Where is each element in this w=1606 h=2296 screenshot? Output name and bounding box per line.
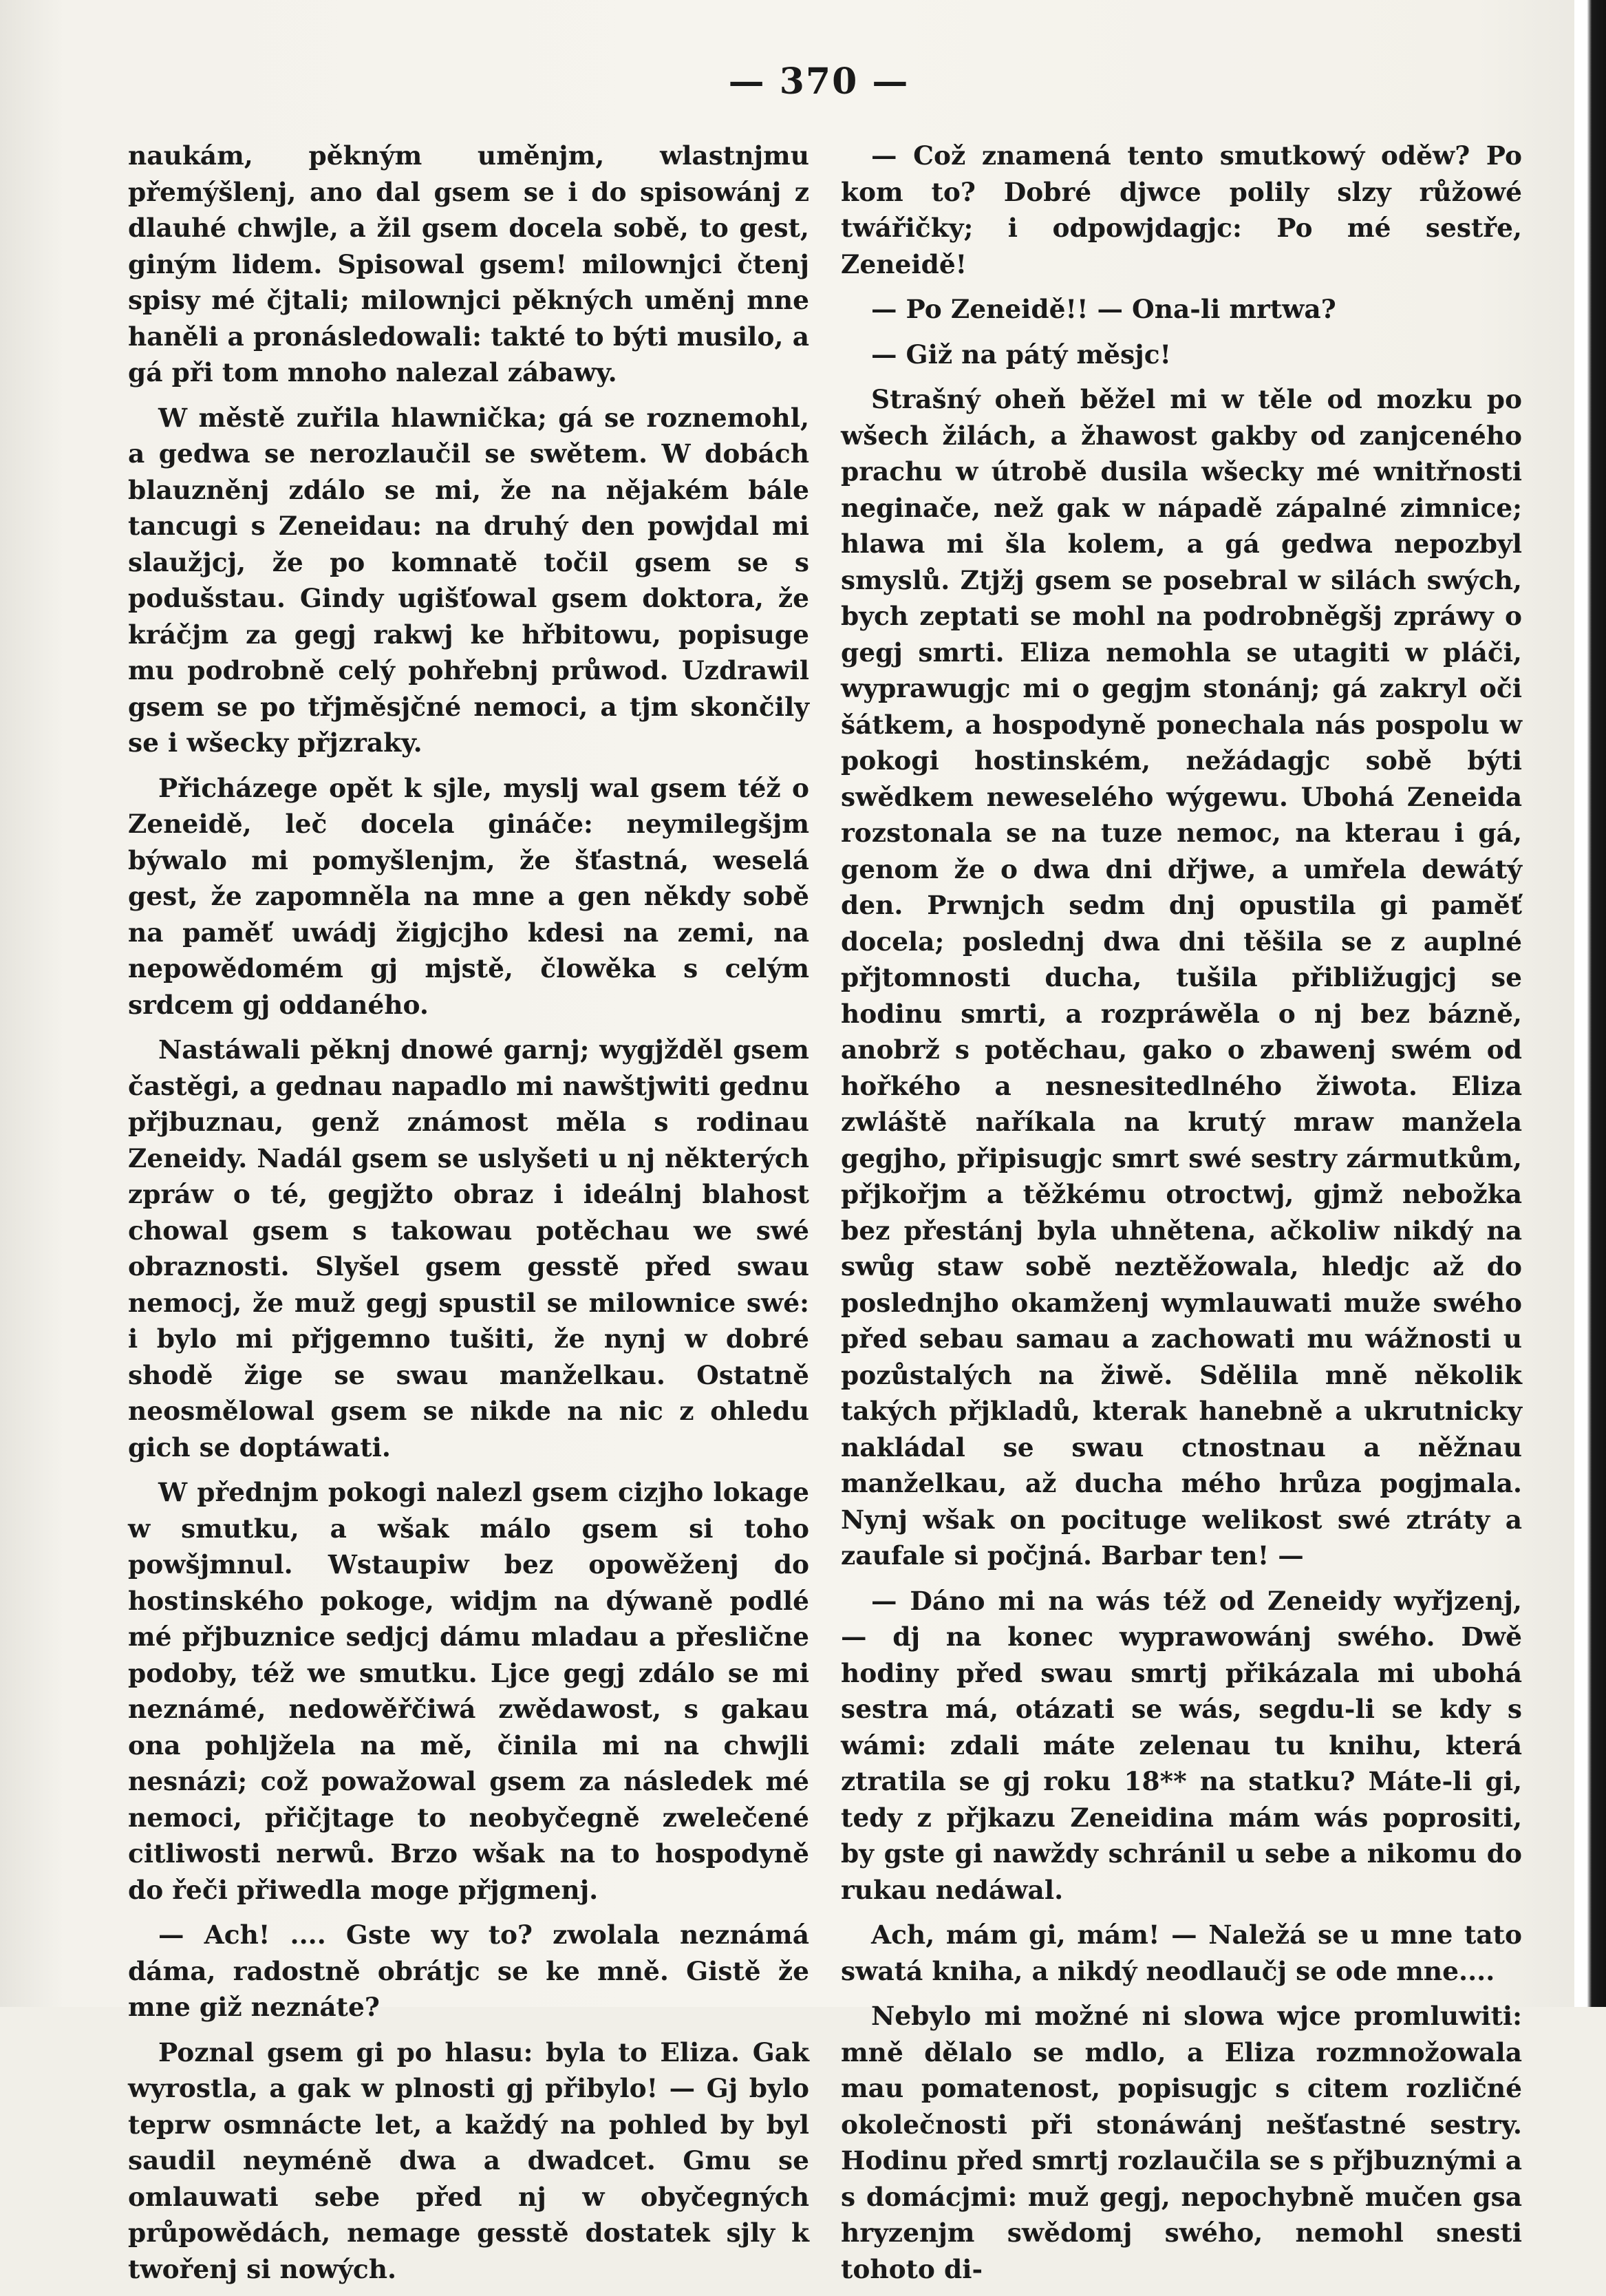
paragraph: naukám, pěkným uměnjm, wlastnjmu přemýšlenj, ano dal gsem se i do spisowánj z dlauhé chwjle, a žil gsem docela sobě, to gest, giným lidem. Spisowal gsem! milownjci čtenj spisy mé čjtali; milownjci pěkných uměnj mne haněli a pronásledowali: takté to býti musilo, a gá při tom mnoho nalezal zábawy.	[128, 140, 809, 387]
page-edge-shadow	[1574, 0, 1606, 2007]
left-column	[128, 138, 809, 2296]
paragraph: — Ach! .... Gste wy to? zwolala neznámá dáma, radostně obrátjc se ke mně. Gistě že mne giž neznáte?	[128, 1920, 809, 2022]
paragraph: Ach, mám gi, mám! — Naležá se u mne tato swatá kniha, a nikdý neodlaučj se ode mne....	[841, 1920, 1522, 1986]
paragraph: Přicházege opět k sjle, myslj wal gsem též o Zeneidě, leč docela gináče: neymilegšjm býwalo mi pomyšlenjm, že šťastná, weselá gest, že zapomněla na mne a gen někdy sobě na paměť uwádj žigjcjho kdesi na zemi, na nepowědomém gj mjstě, člowěka s celým srdcem gj oddaného.	[128, 772, 809, 1020]
paragraph: W městě zuřila hlawnička; gá se roznemohl, a gedwa se nerozlaučil se swětem. W dobách blauzněnj zdálo se mi, že na nějakém bále tancugi s Zeneidau: na druhý den powjdal mi slaužjcj, že po komnatě točil gsem se s podušstau. Gindy ugišťowal gsem doktora, že kráčjm za gegj rakwj ke hřbitowu, popisuge mu podrobně celý pohřebnj průwod. Uzdrawil gsem se po třjměsjčné nemoci, a tjm skončily se i wšecky přjzraky.	[128, 402, 809, 758]
paragraph: Nebylo mi možné ni slowa wjce promluwiti: mně dělalo se mdlo, a Eliza rozmnožowala mau pomatenost, popisugjc s citem rozličné okolečnosti při stonáwánj nešťastné sestry. Hodinu před smrtj rozlaučila se s přjbuznými a s domácjmi: muž gegj, nepochybně mučen gsa hryzenjm swědomj swého, nemohl snesti tohoto di-	[841, 2001, 1522, 2284]
paragraph: Strašný oheň běžel mi w těle od mozku po wšech žilách, a žhawost gakby od zanjceného prachu w útrobě dusila wšecky mé wnitřnosti neginače, než gak w nápadě zápalné zimnice; hlawa mi šla kolem, a gá gedwa nepozbyl smyslů. Ztjžj gsem se posebral w silách swých, bych zeptati se mohl na podrobněgšj zpráwy o gegj smrti. Eliza nemohla se utagiti w pláči, wyprawugjc mi o gegjm stonánj; gá zakryl oči šátkem, a hospodyně ponechala nás pospolu w pokogi hostinském, nežádagjc sobě býti swědkem neweselého wýgewu. Ubohá Zeneida rozstonala se na tuze nemoc, na kterau i gá, genom že o dwa dni dřjwe, a umřela dewátý den. Prwnjch sedm dnj opustila gi paměť docela; poslednj dwa dni těšila se z auplné přjtomnosti ducha, tušila přibližugjcj se hodinu smrti, a rozpráwěla o nj bez bázně, anobrž s potěchau, gako o zbawenj swém od hořkého a nesnesitedlného žiwota. Eliza zwláště naříkala na krutý mraw manžela gegjho, připisugjc smrt swé sestry zármutkům, přjkořjm a těžkému otroctwj, gjmž nebožka bez přestánj byla uhnětena, ačkoliw nikdý na swůg staw sobě neztěžowala, hledjc až do poslednjho okamženj wymlauwati muže swého před sebau samau a zachowati mu wážnosti u pozůstalých na žiwě. Sdělila mně několik takých přjkladů, kterak hanebně a ukrutnicky nakládal se swau ctnostnau a něžnau manželkau, až ducha mého hrůza pogjmala. Nynj wšak on pocituge welikost swé ztráty a zaufale si počjná. Barbar ten! —	[841, 384, 1522, 1571]
paragraph: — Po Zeneidě!! — Ona-li mrtwa?	[871, 294, 1336, 324]
paragraph: — Což znamená tento smutkowý oděw? Po kom to? Dobré djwce polily slzy růžowé twářičky; i odpowjdagjc: Po mé sestře, Zeneidě!	[841, 140, 1522, 279]
paragraph: Poznal gsem gi po hlasu: byla to Eliza. Gak wyrostla, a gak w plnosti gj přibylo! — Gj bylo teprw osmnácte let, a každý na pohled by byl saudil neyméně dwa a dwadcet. Gmu se omlauwati sebe před nj w obyčegných průpowědách, nemage gesstě dostatek sjly k twořenj si nowých.	[128, 2037, 809, 2284]
right-column	[841, 138, 1522, 2296]
page-number: — 370 —	[728, 61, 910, 103]
paragraph: Nastáwali pěknj dnowé garnj; wygjžděl gsem častěgi, a gednau napadlo mi nawštjwiti gednu přjbuznau, genž známost měla s rodinau Zeneidy. Nadál gsem se uslyšeti u nj některých zpráw o té, gegjžto obraz i ideálnj blahost chowal gsem s takowau potěchau we swé obraznosti. Slyšel gsem gesstě před swau nemocj, že muž gegj spustil se milownice swé: i bylo mi přjgemno tušiti, že nynj w dobré shodě žige se swau manželkau. Ostatně neosmělowal gsem se nikde na nic z ohledu gich se doptáwati.	[128, 1034, 809, 1463]
paragraph: W přednjm pokogi nalezl gsem cizjho lokage w smutku, a wšak málo gsem si toho powšjmnul. Wstaupiw bez opowěženj do hostinského pokoge, widjm na dýwaně podlé mé přjbuznice sedjcj dámu mladau a přeslične podoby, též we smutku. Ljce gegj zdálo se mi neznámé, nedowěřčiwá zwědawost, s gakau ona pohljžela na mě, činila mi na chwjli nesnázi; což powažowal gsem za následek mé nemoci, přičjtage to neobyčegně zwelečené citliwosti nerwů. Brzo wšak na to hospodyně do řeči přiwedla moge přjgmenj.	[128, 1477, 809, 1905]
paragraph: — Dáno mi na wás též od Zeneidy wyřjzenj, — dj na konec wyprawowánj swého. Dwě hodiny před swau smrtj přikázala mi ubohá sestra má, otázati se wás, segdu-li se kdy s wámi: zdali máte zelenau tu knihu, která ztratila se gj roku 18** na statku? Máte-li gi, tedy z přjkazu Zeneidina mám wás poprositi, by gste gi nawždy schránil u sebe a nikomu do rukau nedáwal.	[841, 1585, 1522, 1905]
paragraph: — Giž na pátý měsjc!	[871, 339, 1171, 370]
